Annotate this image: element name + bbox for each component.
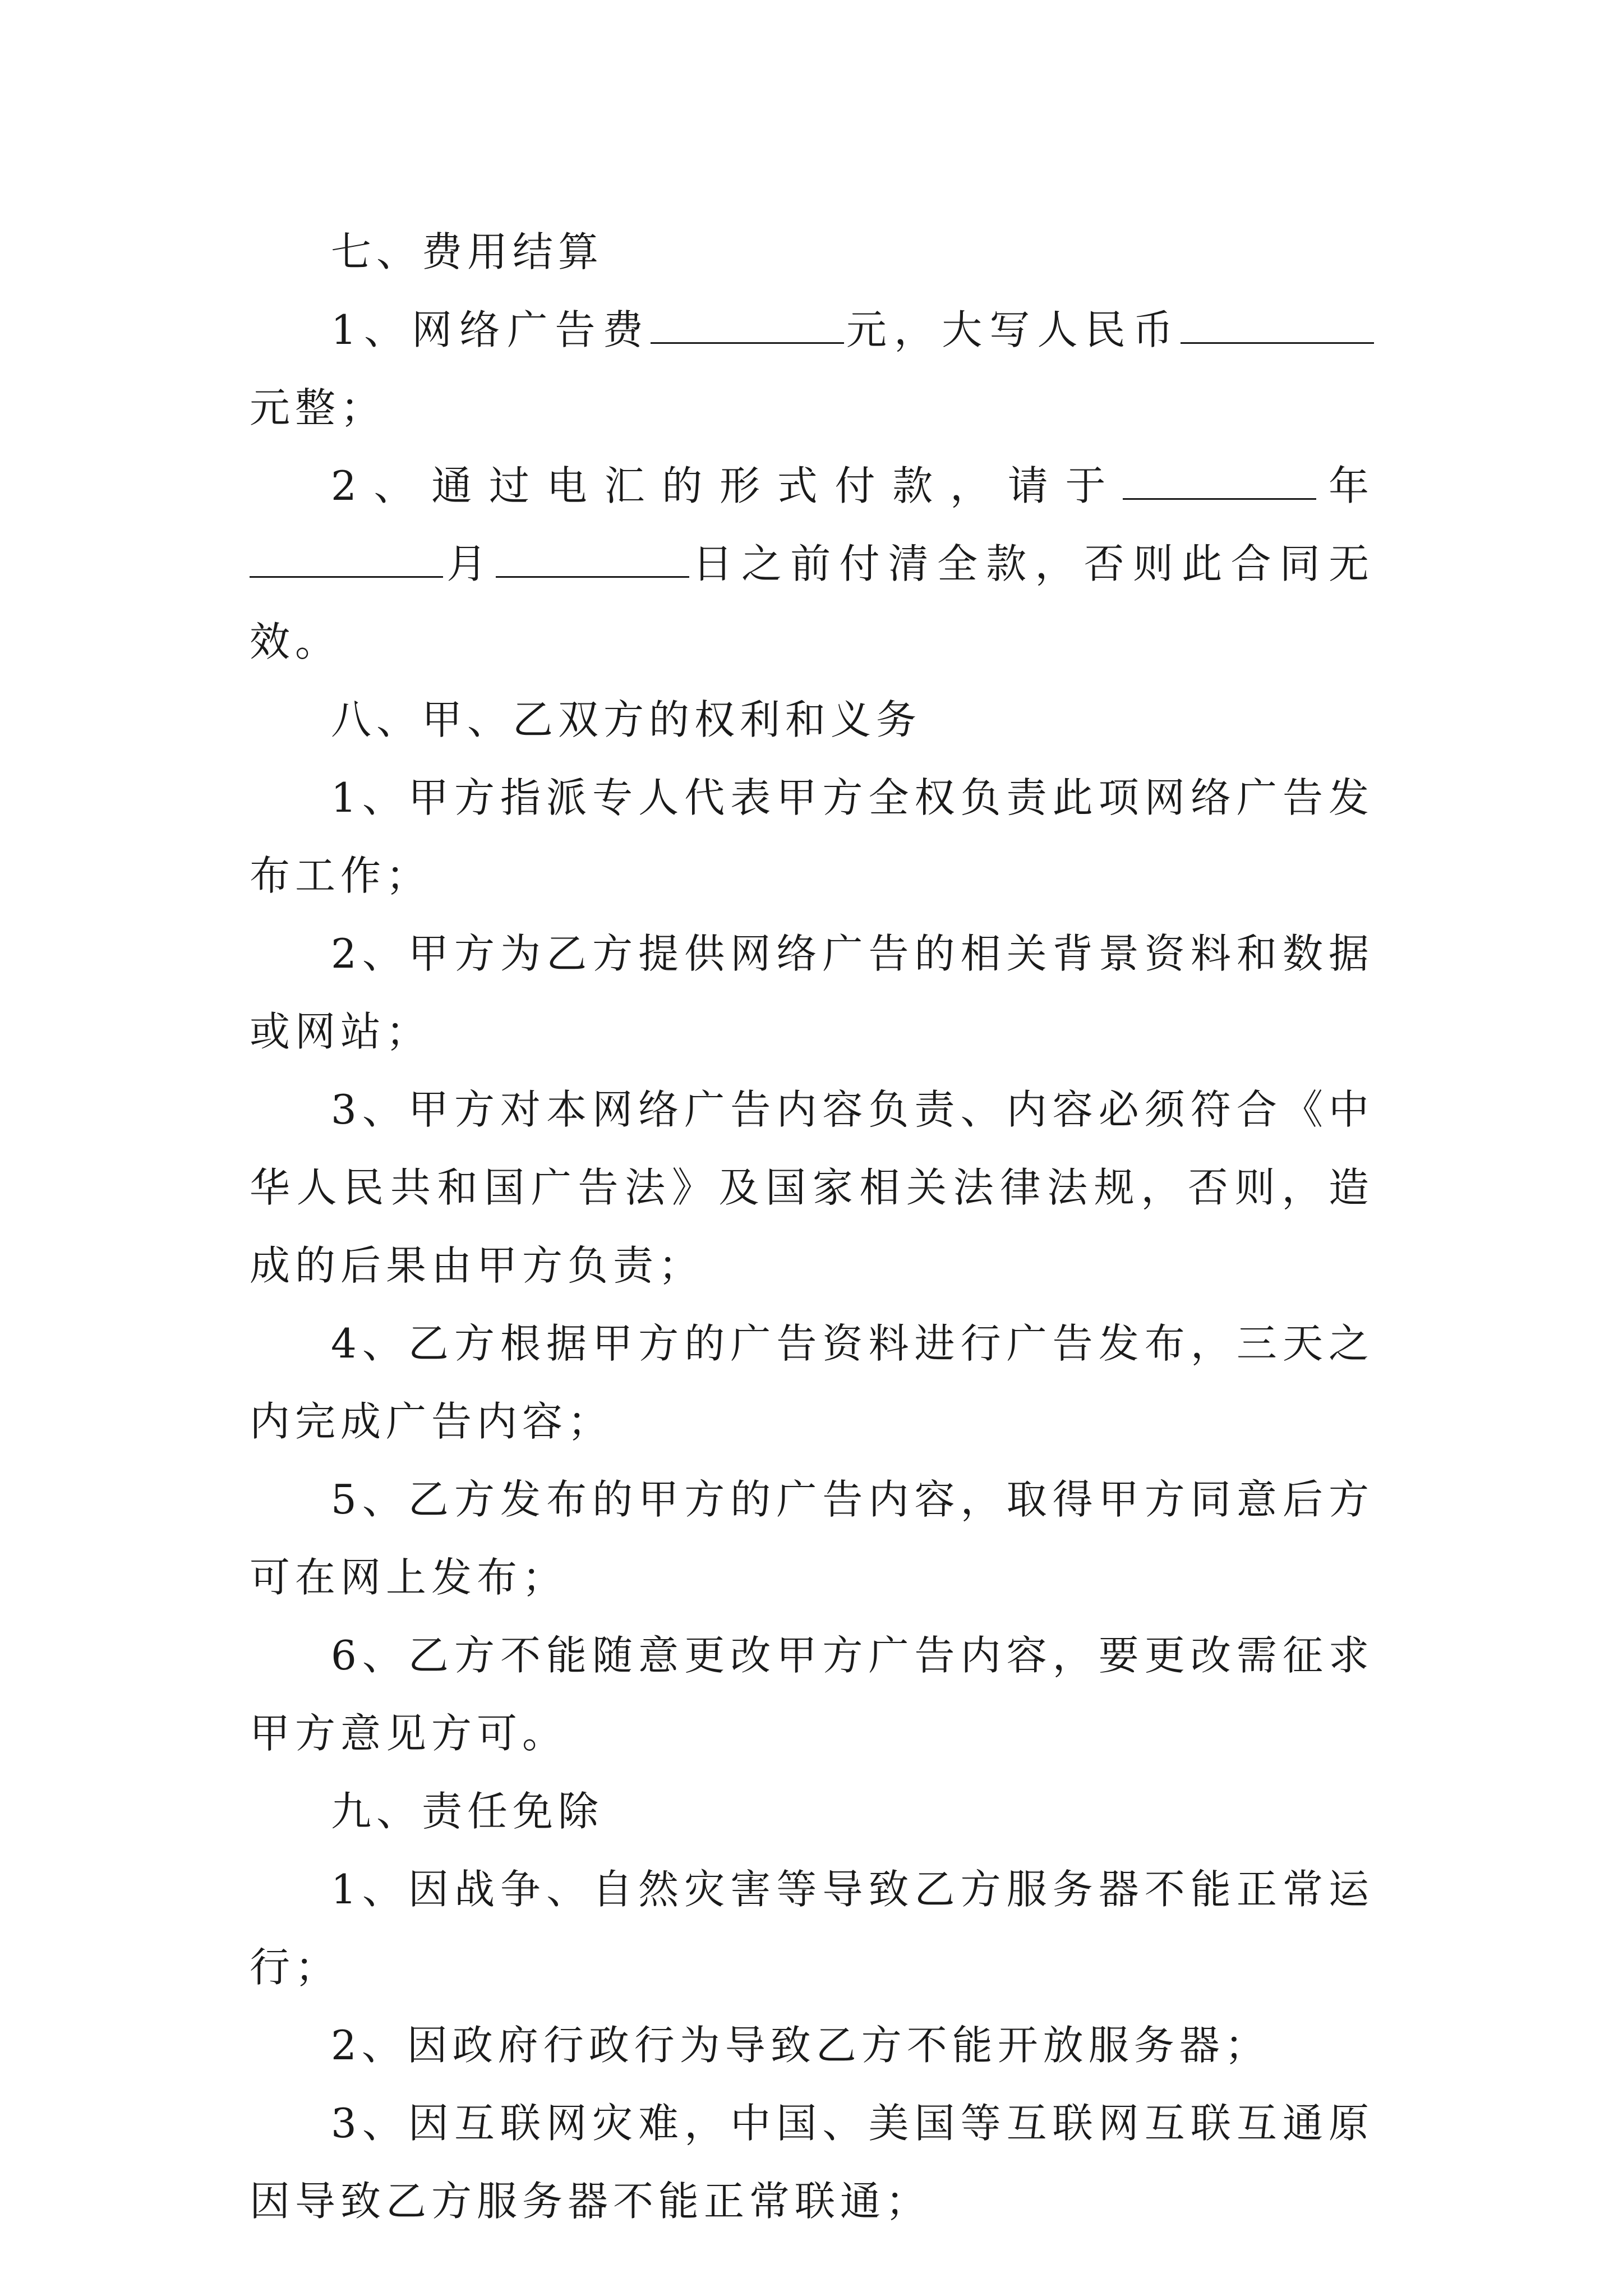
payment-day-blank — [496, 542, 689, 578]
section-8-heading: 八、甲、乙双方的权利和义务 — [331, 696, 922, 743]
fee-unit-label: 元整； — [250, 384, 386, 431]
fee-uppercase-blank — [1181, 309, 1374, 344]
payment-clause — [250, 447, 1374, 681]
section-8-item: 6、乙方不能随意更改甲方广告内容，要更改需征求甲方意见方可。 — [250, 1632, 1374, 1757]
section-9-item: 1、因战争、自然灾害等导致乙方服务器不能正常运行； — [250, 1866, 1374, 1991]
month-label: 月 — [443, 540, 496, 587]
section-7-heading: 七、费用结算 — [331, 228, 604, 275]
section-9-item: 2、因政府行政行为导致乙方不能开放服务器； — [331, 2022, 1270, 2069]
year-label: 年 — [1316, 462, 1374, 509]
payment-year-blank — [1123, 464, 1316, 500]
payment-label: 2、通过电汇的形式付款，请于 — [331, 462, 1123, 509]
payment-month-blank — [250, 542, 443, 578]
section-8-item: 4、乙方根据甲方的广告资料进行广告发布，三天之内完成广告内容； — [250, 1320, 1374, 1445]
section-8-item: 1、甲方指派专人代表甲方全权负责此项网络广告发布工作； — [250, 774, 1374, 899]
fee-uppercase-label: 元，大写人民币 — [843, 306, 1181, 353]
fee-amount-blank — [651, 309, 844, 344]
fee-label: 1、网络广告费 — [331, 306, 651, 353]
fee-amount-clause — [250, 291, 1374, 447]
section-9-item: 3、因互联网灾难，中国、美国等互联网互联互通原因导致乙方服务器不能正常联通； — [250, 2100, 1374, 2225]
section-8-item: 3、甲方对本网络广告内容负责、内容必须符合《中华人民共和国广告法》及国家相关法律法规，否则，造成的后果由甲方负责； — [250, 1086, 1374, 1289]
payment-deadline-text: 日之前付清全款，否则此合同无效。 — [250, 540, 1374, 665]
document-body — [250, 213, 1374, 2240]
section-9-heading: 九、责任免除 — [331, 1788, 604, 1835]
section-8-item: 5、乙方发布的甲方的广告内容，取得甲方同意后方可在网上发布； — [250, 1476, 1374, 1601]
section-8-item: 2、甲方为乙方提供网络广告的相关背景资料和数据或网站； — [250, 930, 1374, 1055]
